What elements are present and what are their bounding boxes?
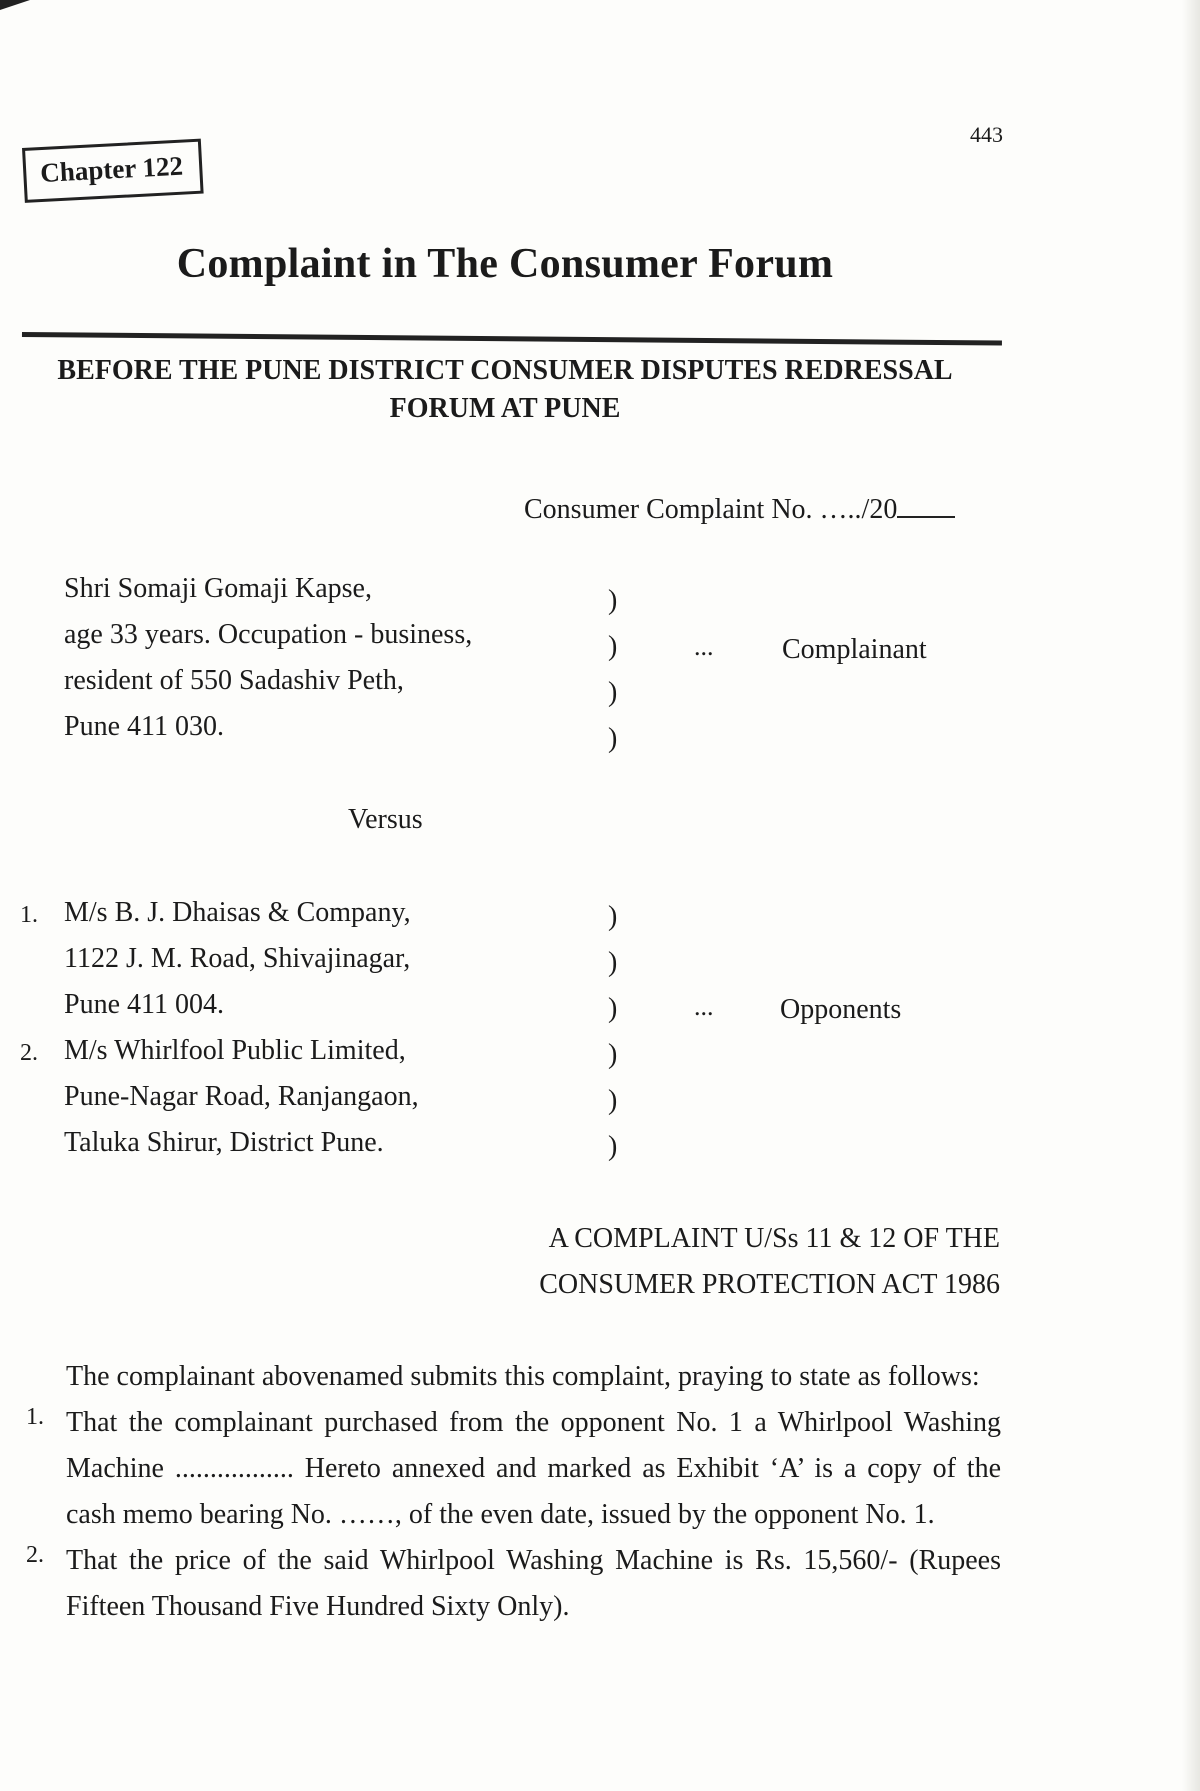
body-paragraph xyxy=(26,1538,1001,1630)
bracket: ) xyxy=(608,947,618,978)
forum-heading-line2: FORUM AT PUNE xyxy=(389,393,621,424)
bracket: ) xyxy=(608,1085,618,1116)
chapter-label: Chapter 122 xyxy=(22,139,203,203)
complainant-brackets xyxy=(608,578,617,762)
bracket: ) xyxy=(608,901,618,932)
complainant-details xyxy=(64,566,472,750)
act-heading-line1: A COMPLAINT U/Ss 11 & 12 OF THE xyxy=(548,1223,1000,1254)
forum-heading xyxy=(40,352,970,428)
opponents-details xyxy=(64,890,419,1166)
opponent-number: 1. xyxy=(20,902,38,928)
opponents-role: Opponents xyxy=(780,994,902,1025)
bracket: ) xyxy=(608,677,618,708)
bracket: ) xyxy=(608,993,618,1024)
opponent-line: 1122 J. M. Road, Shivajinagar, xyxy=(64,943,411,974)
opponents-ellipsis: ... xyxy=(694,992,714,1021)
act-heading xyxy=(510,1216,1000,1308)
page-corner-shadow xyxy=(0,0,30,10)
opponent-line: Pune 411 004. xyxy=(64,989,224,1020)
page-number: 443 xyxy=(970,122,1003,147)
complainant-role: Complainant xyxy=(782,634,927,665)
complainant-ellipsis: ... xyxy=(694,632,714,661)
page-title: Complaint in The Consumer Forum xyxy=(176,241,834,287)
bracket: ) xyxy=(608,723,618,754)
complaint-number-label: Consumer Complaint No. …../20 xyxy=(524,494,898,525)
bracket: ) xyxy=(608,1131,618,1162)
body-intro: The complainant abovenamed submits this complaint, praying to state as follows: xyxy=(66,1361,980,1392)
body-paragraph xyxy=(26,1400,1001,1538)
opponent-number: 2. xyxy=(20,1040,38,1066)
complainant-line: age 33 years. Occupation - business, xyxy=(64,619,473,650)
bracket: ) xyxy=(608,631,618,662)
opponent-line: M/s B. J. Dhaisas & Company, xyxy=(64,897,411,928)
opponent-line: Pune-Nagar Road, Ranjangaon, xyxy=(64,1081,419,1112)
paragraph-text: That the price of the said Whirlpool Washing Machine is Rs. 15,560/- (Rupees Fifteen Thousand Five Hundred Sixty Only). xyxy=(66,1545,1001,1622)
opponent-line: Taluka Shirur, District Pune. xyxy=(64,1127,384,1158)
paragraph-number: 2. xyxy=(26,1542,44,1568)
opponents-brackets xyxy=(608,894,617,1170)
bracket: ) xyxy=(608,585,618,616)
book-spine-shadow xyxy=(1182,0,1200,1791)
complaint-number-blank xyxy=(897,494,955,518)
title-rule xyxy=(22,332,1002,346)
complainant-line: Pune 411 030. xyxy=(64,711,224,742)
complainant-line: Shri Somaji Gomaji Kapse, xyxy=(64,573,372,604)
paragraph-text: That the complainant purchased from the opponent No. 1 a Whirlpool Washing Machine ................. Hereto annexed and marked as Exhibit ‘A’ is a copy of the cash memo bearing No. ……, of the even date, issued by the opponent No. 1. xyxy=(66,1407,1001,1530)
forum-heading-line1: BEFORE THE PUNE DISTRICT CONSUMER DISPUTES REDRESSAL xyxy=(57,355,953,386)
act-heading-line2: CONSUMER PROTECTION ACT 1986 xyxy=(539,1269,1000,1300)
complainant-line: resident of 550 Sadashiv Peth, xyxy=(64,665,404,696)
opponent-line: M/s Whirlfool Public Limited, xyxy=(64,1035,406,1066)
bracket: ) xyxy=(608,1039,618,1070)
complaint-number xyxy=(524,494,955,526)
versus-label: Versus xyxy=(348,804,423,835)
paragraph-number: 1. xyxy=(26,1404,44,1430)
complaint-body xyxy=(26,1354,1001,1630)
